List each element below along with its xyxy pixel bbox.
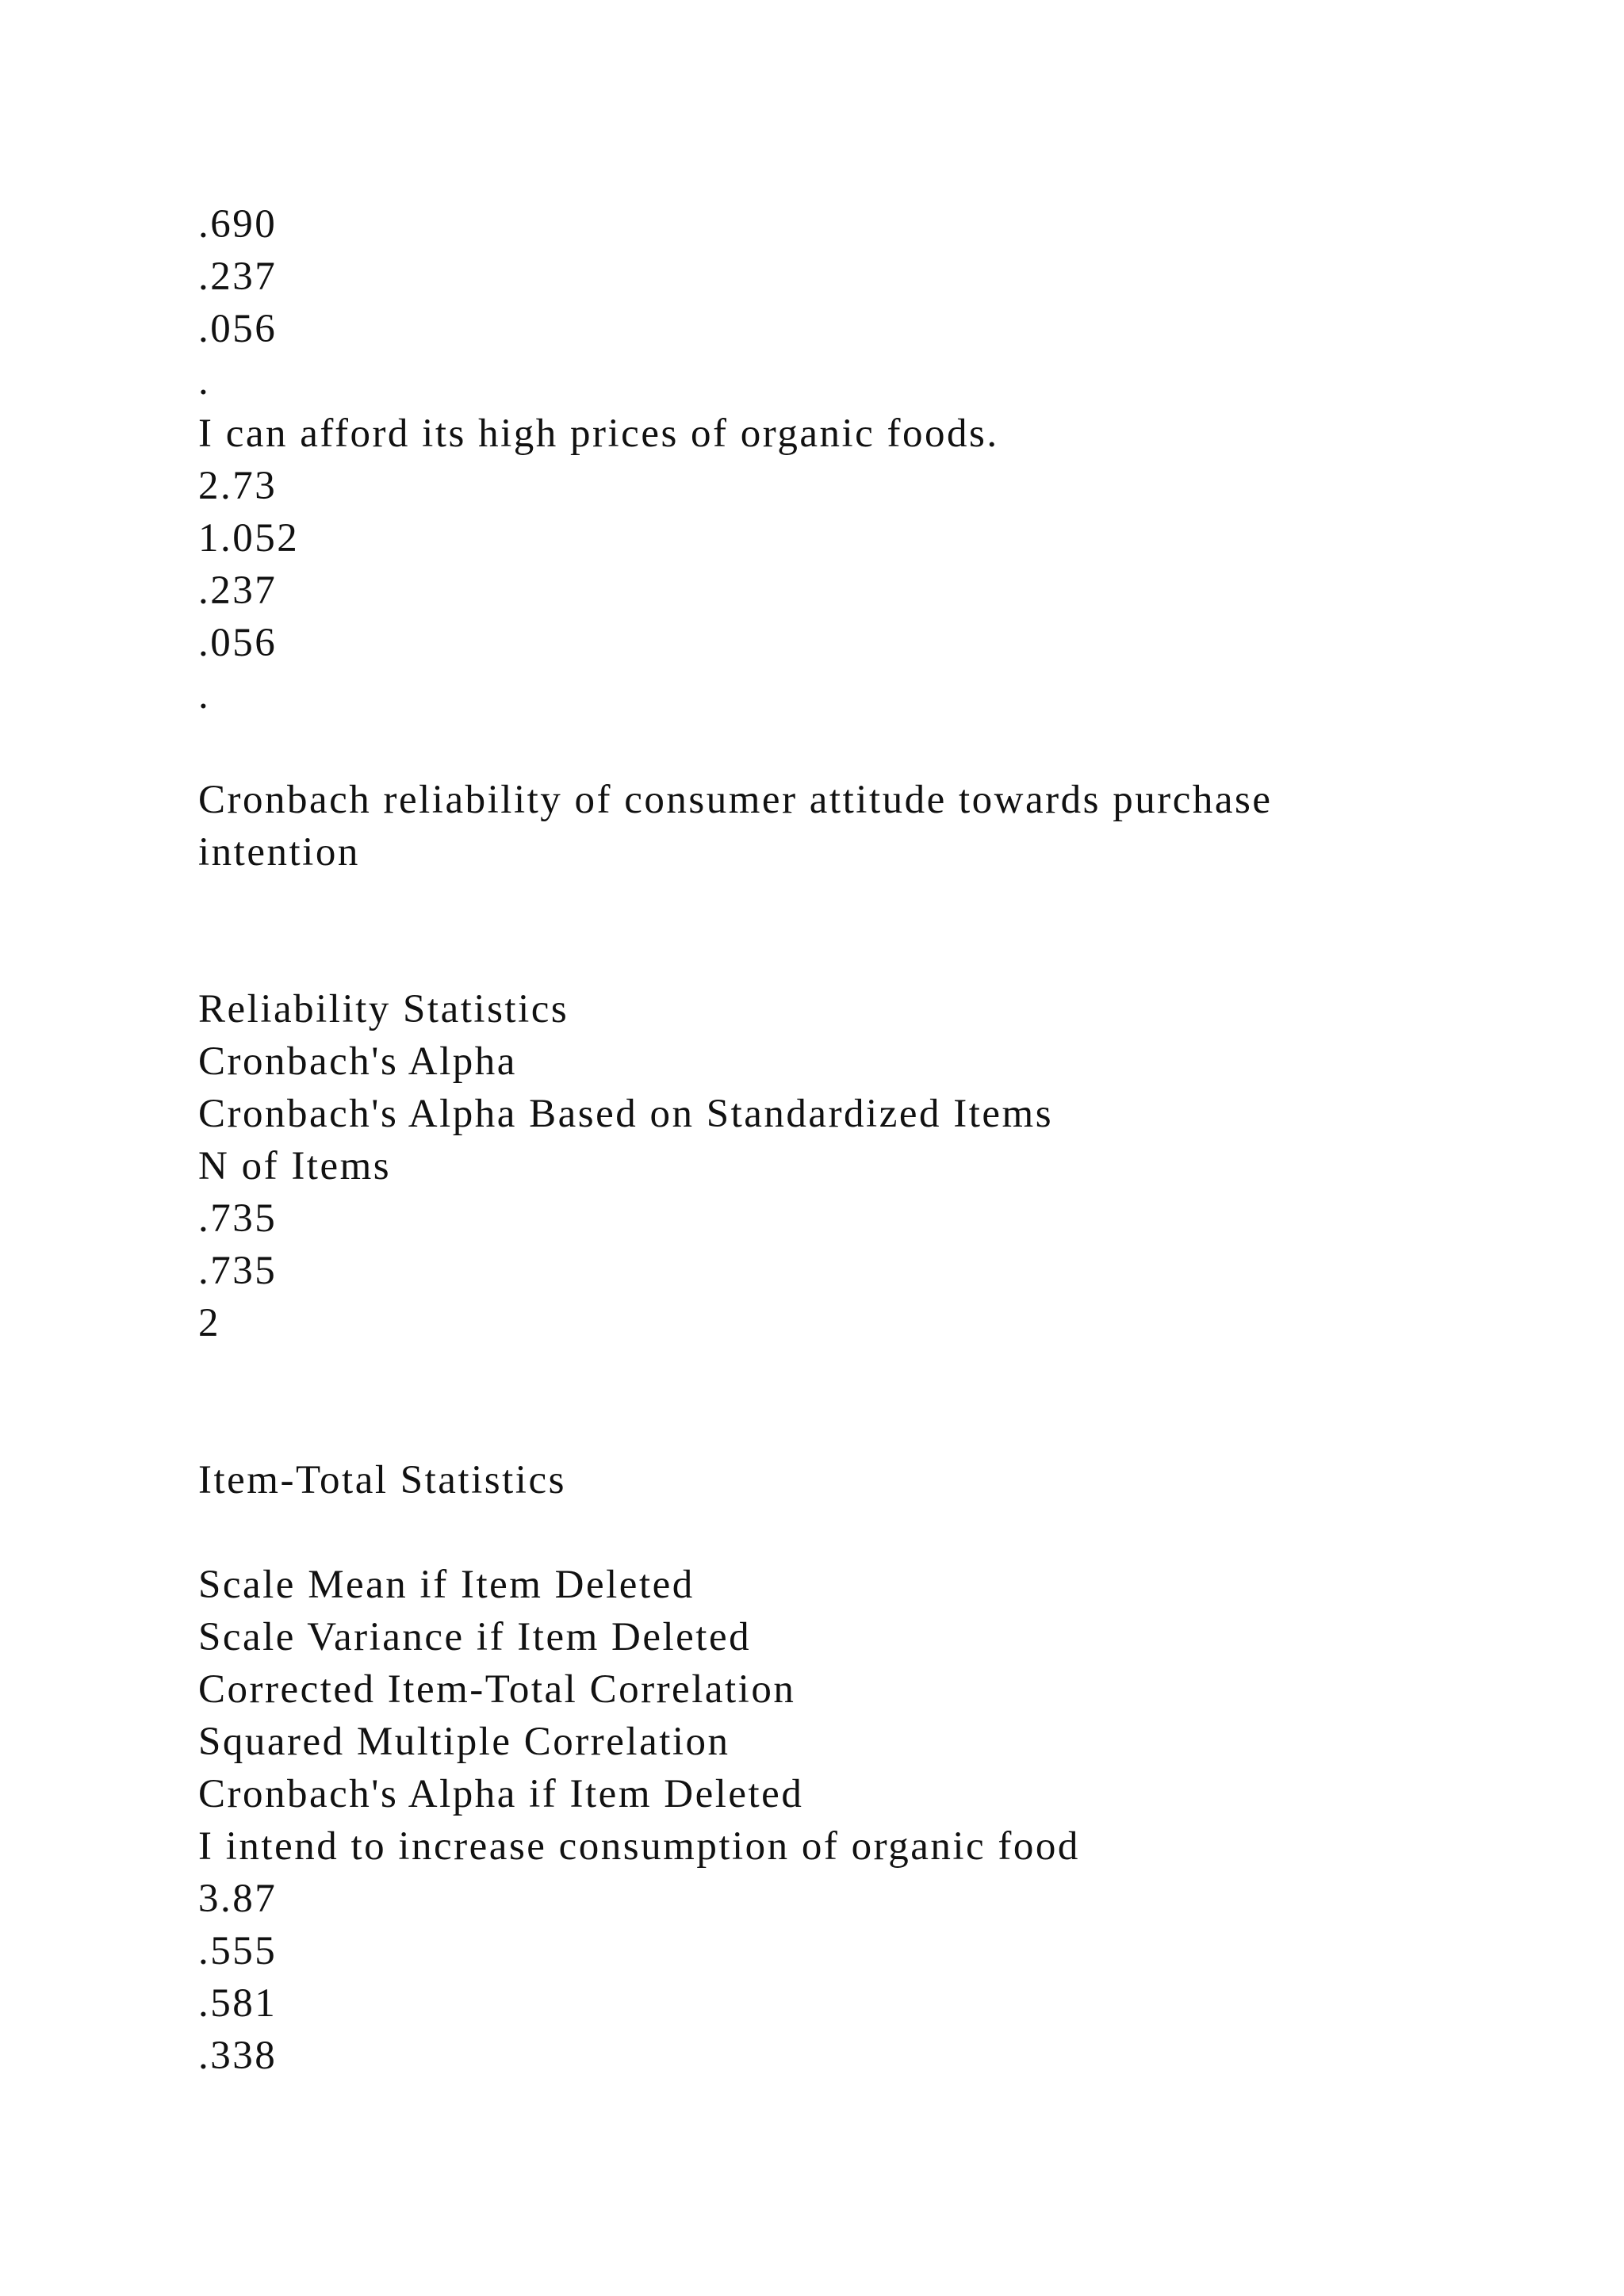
table-cell: 3.87 xyxy=(198,1877,278,1921)
column-header: Cronbach's Alpha if Item Deleted xyxy=(198,1772,804,1816)
table-cell: 2 xyxy=(198,1301,220,1345)
column-header: N of Items xyxy=(198,1144,392,1188)
text-line: .056 xyxy=(198,307,278,351)
text-line: .237 xyxy=(198,568,278,613)
text-line: .237 xyxy=(198,254,278,299)
column-header: Squared Multiple Correlation xyxy=(198,1720,730,1764)
text-line: . xyxy=(198,673,211,718)
column-header: Cronbach's Alpha Based on Standardized Items xyxy=(198,1092,1054,1136)
column-header: Corrected Item-Total Correlation xyxy=(198,1667,796,1712)
section-heading: intention xyxy=(198,830,360,874)
text-line: .690 xyxy=(198,202,278,247)
column-header: Cronbach's Alpha xyxy=(198,1039,517,1084)
column-header: Scale Variance if Item Deleted xyxy=(198,1615,752,1659)
table-cell: .581 xyxy=(198,1981,278,2026)
text-line: 1.052 xyxy=(198,516,300,561)
text-line: 2.73 xyxy=(198,464,278,508)
table-title: Reliability Statistics xyxy=(198,987,569,1031)
table-title: Item-Total Statistics xyxy=(198,1458,566,1502)
table-cell: .735 xyxy=(198,1249,278,1293)
row-label: I intend to increase consumption of organic food xyxy=(198,1824,1080,1869)
table-cell: .555 xyxy=(198,1929,278,1973)
table-cell: .735 xyxy=(198,1196,278,1241)
table-cell: .338 xyxy=(198,2034,278,2078)
text-line: I can afford its high prices of organic foods. xyxy=(198,411,999,456)
text-line: . xyxy=(198,359,211,404)
section-heading: Cronbach reliability of consumer attitude towards purchase xyxy=(198,778,1273,822)
text-line: .056 xyxy=(198,621,278,665)
column-header: Scale Mean if Item Deleted xyxy=(198,1563,695,1607)
